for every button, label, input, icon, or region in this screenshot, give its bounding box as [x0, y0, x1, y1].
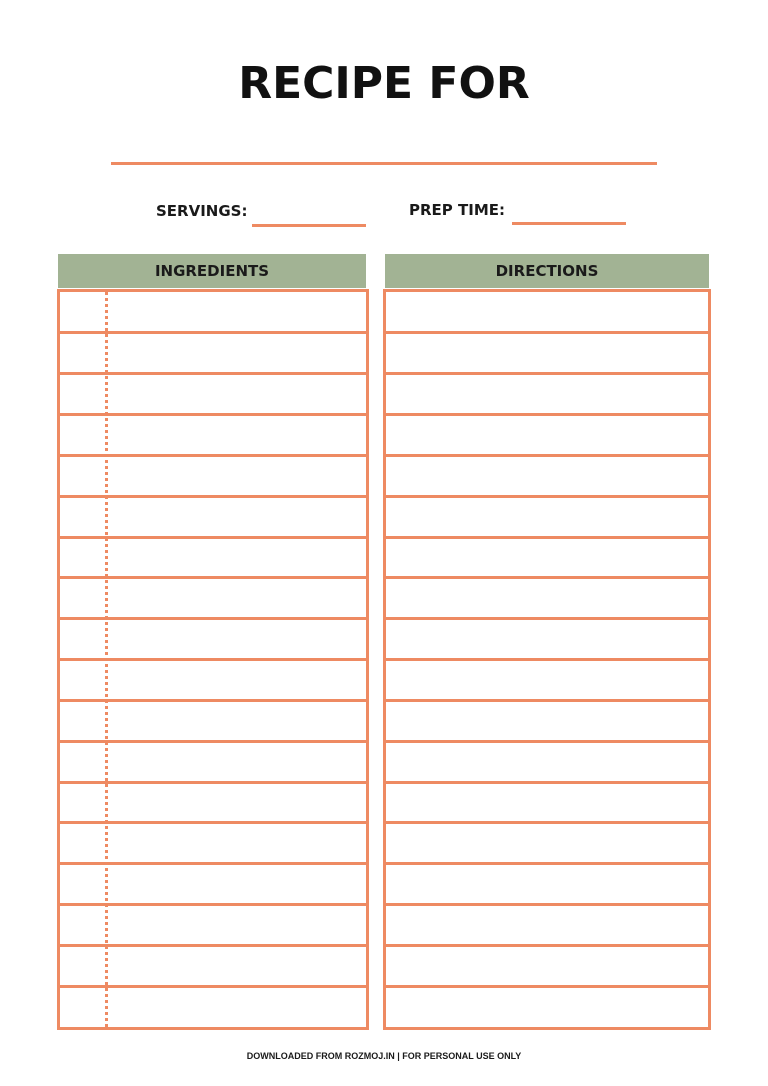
row-separator [60, 331, 366, 334]
ingredients-box [57, 289, 369, 1030]
row-separator [60, 903, 366, 906]
footer-note: DOWNLOADED FROM ROZMOJ.IN | FOR PERSONAL USE ONLY [246, 1051, 522, 1061]
ingredients-header: INGREDIENTS [58, 254, 366, 288]
row-separator [60, 658, 366, 661]
row-separator [60, 781, 366, 784]
prep-time-line[interactable] [512, 222, 626, 225]
row-separator [386, 495, 708, 498]
row-separator [386, 862, 708, 865]
row-separator [60, 740, 366, 743]
row-separator [60, 699, 366, 702]
row-separator [386, 740, 708, 743]
row-separator [60, 617, 366, 620]
row-separator [386, 372, 708, 375]
row-separator [386, 821, 708, 824]
row-separator [386, 617, 708, 620]
directions-box [383, 289, 711, 1030]
row-separator [386, 699, 708, 702]
row-separator [60, 495, 366, 498]
page-title: RECIPE FOR [238, 58, 530, 109]
row-separator [60, 576, 366, 579]
row-separator [60, 454, 366, 457]
row-separator [386, 658, 708, 661]
row-separator [60, 944, 366, 947]
row-separator [60, 536, 366, 539]
servings-line[interactable] [252, 224, 366, 227]
row-separator [386, 903, 708, 906]
row-separator [60, 821, 366, 824]
row-separator [60, 413, 366, 416]
row-separator [386, 781, 708, 784]
row-separator [386, 536, 708, 539]
row-separator [60, 862, 366, 865]
row-separator [386, 331, 708, 334]
row-separator [386, 985, 708, 988]
prep-time-label: PREP TIME: [409, 201, 505, 219]
row-separator [386, 944, 708, 947]
row-separator [386, 454, 708, 457]
recipe-name-line[interactable] [111, 162, 657, 165]
row-separator [60, 372, 366, 375]
row-separator [60, 985, 366, 988]
row-separator [386, 576, 708, 579]
row-separator [386, 413, 708, 416]
servings-label: SERVINGS: [156, 202, 248, 220]
directions-header: DIRECTIONS [385, 254, 709, 288]
